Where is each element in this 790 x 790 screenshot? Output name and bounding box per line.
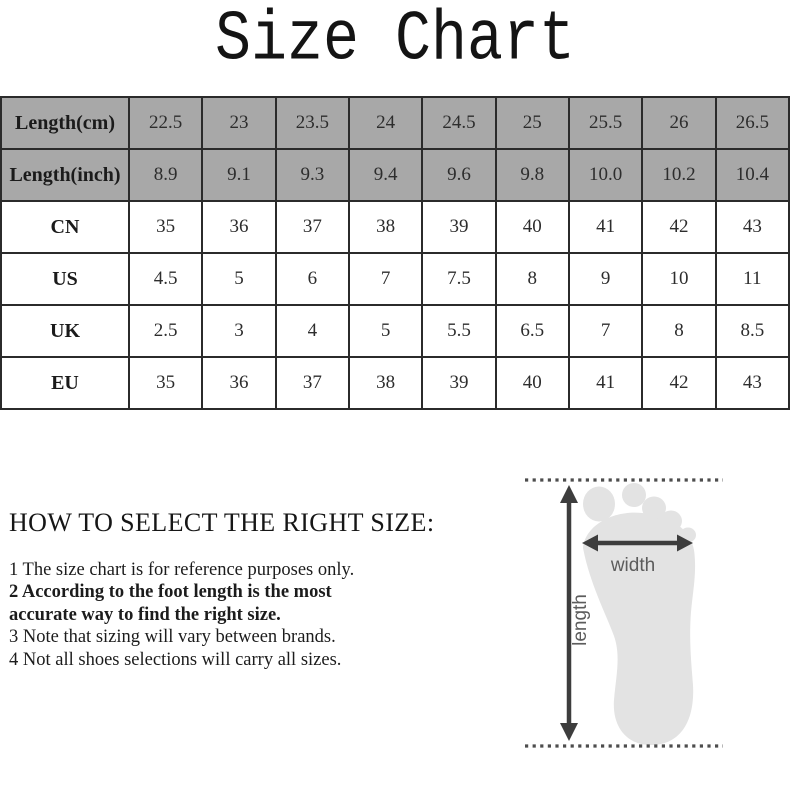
width-label: width	[610, 555, 656, 576]
guide-notes	[9, 559, 449, 671]
table-cell: 11	[716, 253, 789, 305]
row-header: UK	[1, 305, 129, 357]
note-line-4: 4 Not all shoes selections will carry all sizes.	[9, 649, 342, 670]
table-row-eu	[1, 357, 789, 409]
table-cell: 36	[202, 357, 275, 409]
table-cell: 25.5	[569, 97, 642, 149]
table-cell: 5	[349, 305, 422, 357]
row-header: CN	[1, 201, 129, 253]
table-cell: 5.5	[422, 305, 495, 357]
note-line-2: 2 According to the foot length is the most	[9, 582, 332, 603]
table-cell: 39	[422, 357, 495, 409]
table-cell: 23	[202, 97, 275, 149]
table-cell: 9	[569, 253, 642, 305]
table-cell: 8	[496, 253, 569, 305]
table-cell: 10.4	[716, 149, 789, 201]
table-cell: 35	[129, 357, 202, 409]
table-cell: 39	[422, 201, 495, 253]
table-row-cn	[1, 201, 789, 253]
table-cell: 24	[349, 97, 422, 149]
table-cell: 3	[202, 305, 275, 357]
table-cell: 8.5	[716, 305, 789, 357]
table-cell: 25	[496, 97, 569, 149]
table-row-uk	[1, 305, 789, 357]
foot-measurement-diagram	[500, 450, 790, 790]
row-header: EU	[1, 357, 129, 409]
table-cell: 36	[202, 201, 275, 253]
table-cell: 7.5	[422, 253, 495, 305]
table-cell: 9.3	[276, 149, 349, 201]
table-cell: 35	[129, 201, 202, 253]
table-cell: 7	[569, 305, 642, 357]
table-cell: 38	[349, 201, 422, 253]
table-cell: 8.9	[129, 149, 202, 201]
table-cell: 9.6	[422, 149, 495, 201]
table-cell: 10.0	[569, 149, 642, 201]
table-cell: 37	[276, 201, 349, 253]
table-cell: 9.8	[496, 149, 569, 201]
row-header: US	[1, 253, 129, 305]
table-cell: 43	[716, 357, 789, 409]
table-cell: 26.5	[716, 97, 789, 149]
row-header: Length(cm)	[1, 97, 129, 149]
table-cell: 22.5	[129, 97, 202, 149]
table-cell: 8	[642, 305, 715, 357]
table-cell: 42	[642, 201, 715, 253]
table-row-length-inch	[1, 149, 789, 201]
table-row-us	[1, 253, 789, 305]
footprint-icon	[583, 483, 696, 745]
table-cell: 42	[642, 357, 715, 409]
table-cell: 43	[716, 201, 789, 253]
table-cell: 4.5	[129, 253, 202, 305]
table-cell: 10	[642, 253, 715, 305]
size-table	[0, 96, 790, 410]
length-label: length	[570, 594, 591, 646]
table-cell: 9.4	[349, 149, 422, 201]
table-cell: 6	[276, 253, 349, 305]
table-cell: 26	[642, 97, 715, 149]
table-cell: 41	[569, 357, 642, 409]
table-cell: 6.5	[496, 305, 569, 357]
table-cell: 24.5	[422, 97, 495, 149]
table-cell: 5	[202, 253, 275, 305]
table-cell: 4	[276, 305, 349, 357]
table-cell: 37	[276, 357, 349, 409]
table-cell: 9.1	[202, 149, 275, 201]
note-line-2-continued: accurate way to find the right size.	[9, 604, 281, 625]
table-row-length-cm	[1, 97, 789, 149]
guide-heading: HOW TO SELECT THE RIGHT SIZE:	[9, 508, 435, 537]
table-cell: 2.5	[129, 305, 202, 357]
note-line-1: 1 The size chart is for reference purposes only.	[9, 560, 355, 580]
note-line-3: 3 Note that sizing will vary between brands.	[9, 627, 336, 648]
table-cell: 23.5	[276, 97, 349, 149]
table-cell: 40	[496, 201, 569, 253]
row-header: Length(inch)	[1, 149, 129, 201]
table-cell: 38	[349, 357, 422, 409]
foot-diagram-svg	[500, 450, 790, 790]
table-cell: 41	[569, 201, 642, 253]
page-title: Size Chart	[214, 0, 576, 81]
table-cell: 10.2	[642, 149, 715, 201]
table-cell: 7	[349, 253, 422, 305]
table-cell: 40	[496, 357, 569, 409]
